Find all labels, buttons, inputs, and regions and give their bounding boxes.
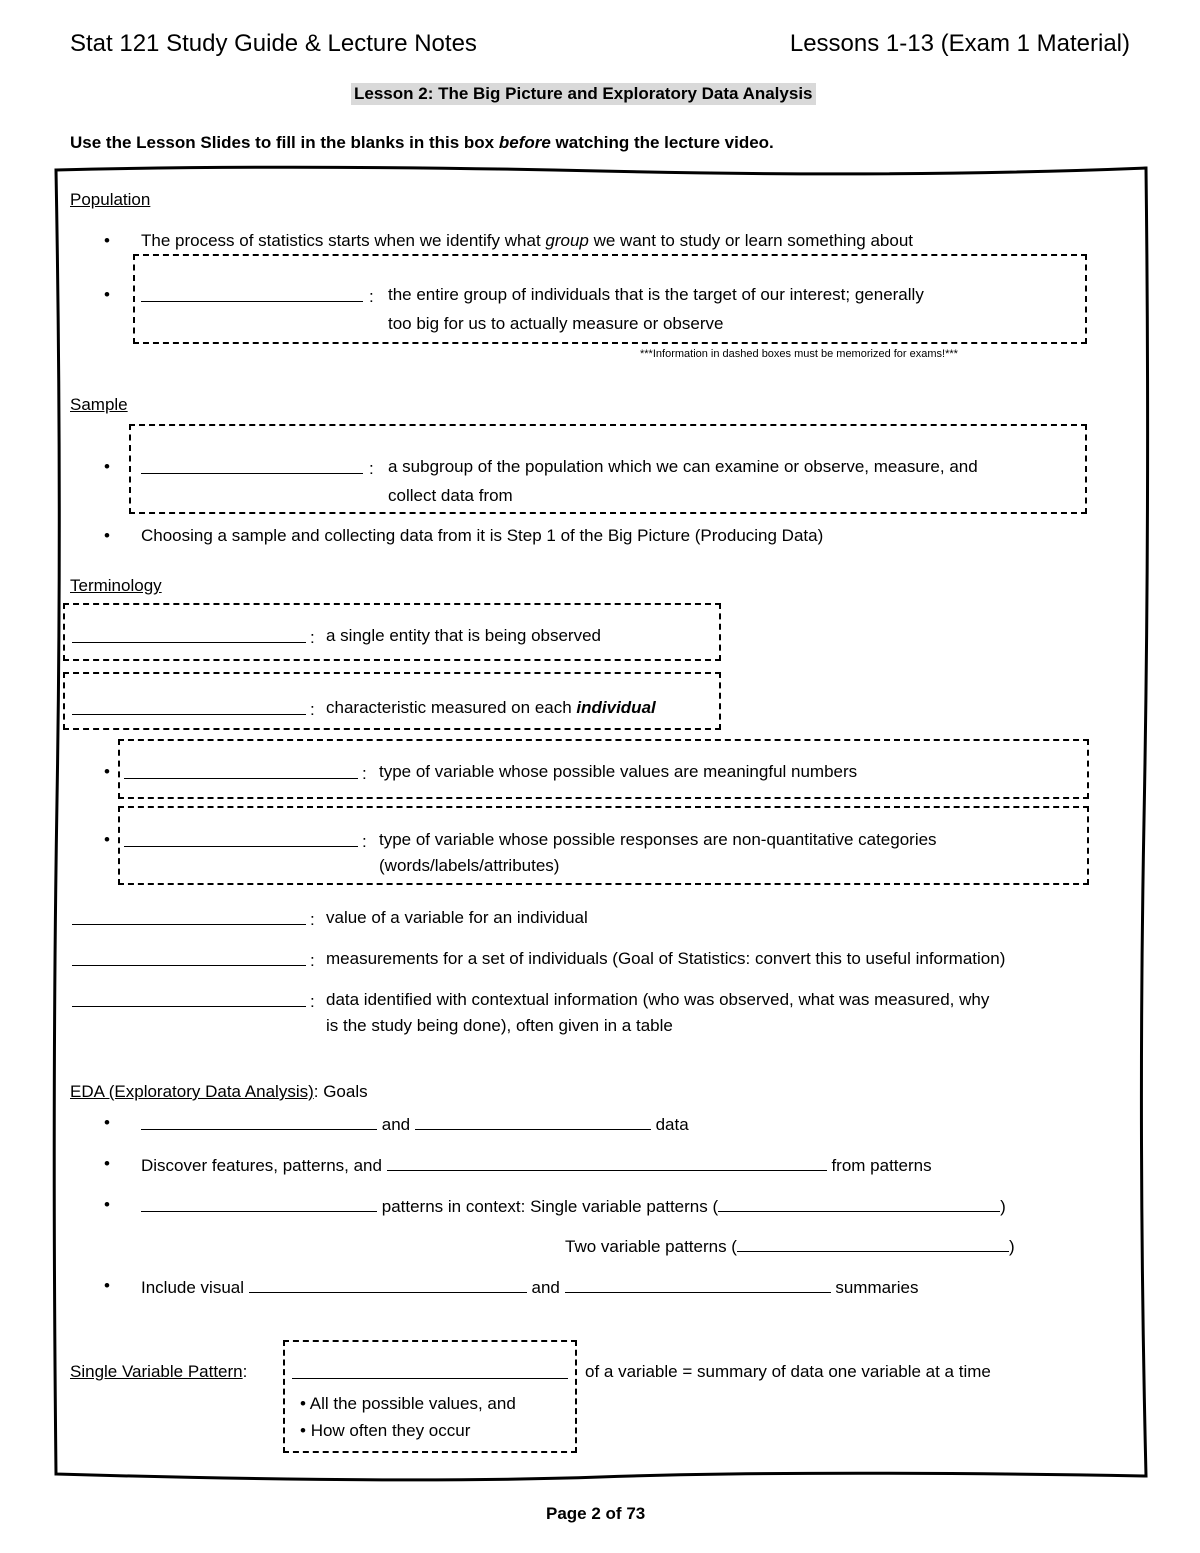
observation-term-row: : (72, 908, 315, 930)
sample-term-row: : (141, 457, 374, 479)
observation-term-blank[interactable] (72, 908, 306, 925)
categorical-def-line-1: type of variable whose possible responses are non-quantitative categories (379, 830, 937, 849)
memorize-note: ***Information in dashed boxes must be memorized for exams!*** (640, 348, 958, 360)
single-variable-label: Single Variable Pattern: (70, 1362, 248, 1381)
eda-blank-4a[interactable] (249, 1276, 527, 1293)
eda-blank-1b[interactable] (415, 1113, 651, 1130)
single-variable-item-2: • How often they occur (300, 1421, 471, 1440)
bullet: • (104, 1113, 110, 1132)
bullet: • (104, 285, 110, 304)
population-heading: Population (70, 190, 151, 209)
eda-blank-3a[interactable] (141, 1195, 377, 1212)
single-variable-blank-row (292, 1362, 568, 1384)
eda-bullet-4: Include visual and summaries (141, 1278, 919, 1297)
dataset-def-line-1: data identified with contextual information (who was observed, what was measured, why (326, 990, 990, 1009)
bullet: • (104, 1154, 110, 1173)
bullet: • (104, 762, 110, 781)
single-variable-blank[interactable] (292, 1362, 568, 1379)
header-left: Stat 121 Study Guide & Lecture Notes (70, 30, 477, 57)
dataset-term-blank[interactable] (72, 990, 306, 1007)
bullet: • (104, 1195, 110, 1214)
quantitative-def: type of variable whose possible values are meaningful numbers (379, 762, 858, 781)
bullet: • (104, 457, 110, 476)
population-def-line-2: too big for us to actually measure or observe (388, 314, 724, 333)
categorical-term-row: : (124, 830, 367, 852)
bullet: • (104, 526, 110, 545)
eda-blank-2[interactable] (387, 1154, 827, 1171)
population-bullet-1: The process of statistics starts when we identify what group we want to study or learn something about (141, 231, 914, 250)
lesson-title: Lesson 2: The Big Picture and Exploratory Data Analysis (351, 83, 816, 105)
population-term-blank[interactable] (141, 285, 363, 302)
single-variable-item-1: • All the possible values, and (300, 1394, 516, 1413)
bullet: • (104, 830, 110, 849)
eda-blank-3b[interactable] (718, 1195, 1000, 1212)
eda-blank-3c[interactable] (737, 1235, 1009, 1252)
eda-blank-1a[interactable] (141, 1113, 377, 1130)
data-def: measurements for a set of individuals (Goal of Statistics: convert this to useful information) (326, 949, 1006, 968)
sample-bullet-2: Choosing a sample and collecting data from it is Step 1 of the Big Picture (Producing Data) (141, 526, 824, 545)
individual-term-blank[interactable] (72, 626, 306, 643)
individual-term-row: : (72, 626, 315, 648)
bullet: • (104, 1276, 110, 1295)
data-term-blank[interactable] (72, 949, 306, 966)
categorical-def-line-2: (words/labels/attributes) (379, 856, 560, 875)
eda-blank-4b[interactable] (565, 1276, 831, 1293)
sample-def-line-1: a subgroup of the population which we can examine or observe, measure, and (388, 457, 978, 476)
dataset-def-line-2: is the study being done), often given in a table (326, 1016, 673, 1035)
eda-bullet-1: and data (141, 1113, 689, 1135)
eda-two-variable: Two variable patterns ( ) (565, 1237, 1015, 1256)
sample-def-line-2: collect data from (388, 486, 513, 505)
individual-def: a single entity that is being observed (326, 626, 602, 645)
page-number: Page 2 of 73 (546, 1504, 646, 1523)
population-term-row: : (141, 285, 374, 307)
variable-def: characteristic measured on each individual (326, 698, 656, 717)
quantitative-term-row: : (124, 762, 367, 784)
categorical-term-blank[interactable] (124, 830, 358, 847)
variable-term-blank[interactable] (72, 698, 306, 715)
single-variable-def: of a variable = summary of data one variable at a time (585, 1362, 991, 1381)
quantitative-term-blank[interactable] (124, 762, 358, 779)
dataset-term-row: : (72, 990, 315, 1012)
sample-heading: Sample (70, 395, 128, 414)
eda-bullet-3: patterns in context: Single variable patterns ( ) (141, 1195, 1006, 1217)
sample-term-blank[interactable] (141, 457, 363, 474)
eda-heading: EDA (Exploratory Data Analysis): Goals (70, 1082, 368, 1101)
instruction-text: Use the Lesson Slides to fill in the blanks in this box before watching the lecture video. (70, 133, 774, 152)
data-term-row: : (72, 949, 315, 971)
observation-def: value of a variable for an individual (326, 908, 588, 927)
terminology-heading: Terminology (70, 576, 162, 595)
population-def-line-1: the entire group of individuals that is the target of our interest; generally (388, 285, 924, 304)
header-right: Lessons 1-13 (Exam 1 Material) (789, 30, 1130, 57)
bullet: • (104, 231, 110, 250)
eda-bullet-2: Discover features, patterns, and from patterns (141, 1156, 932, 1175)
variable-term-row: : (72, 698, 315, 720)
